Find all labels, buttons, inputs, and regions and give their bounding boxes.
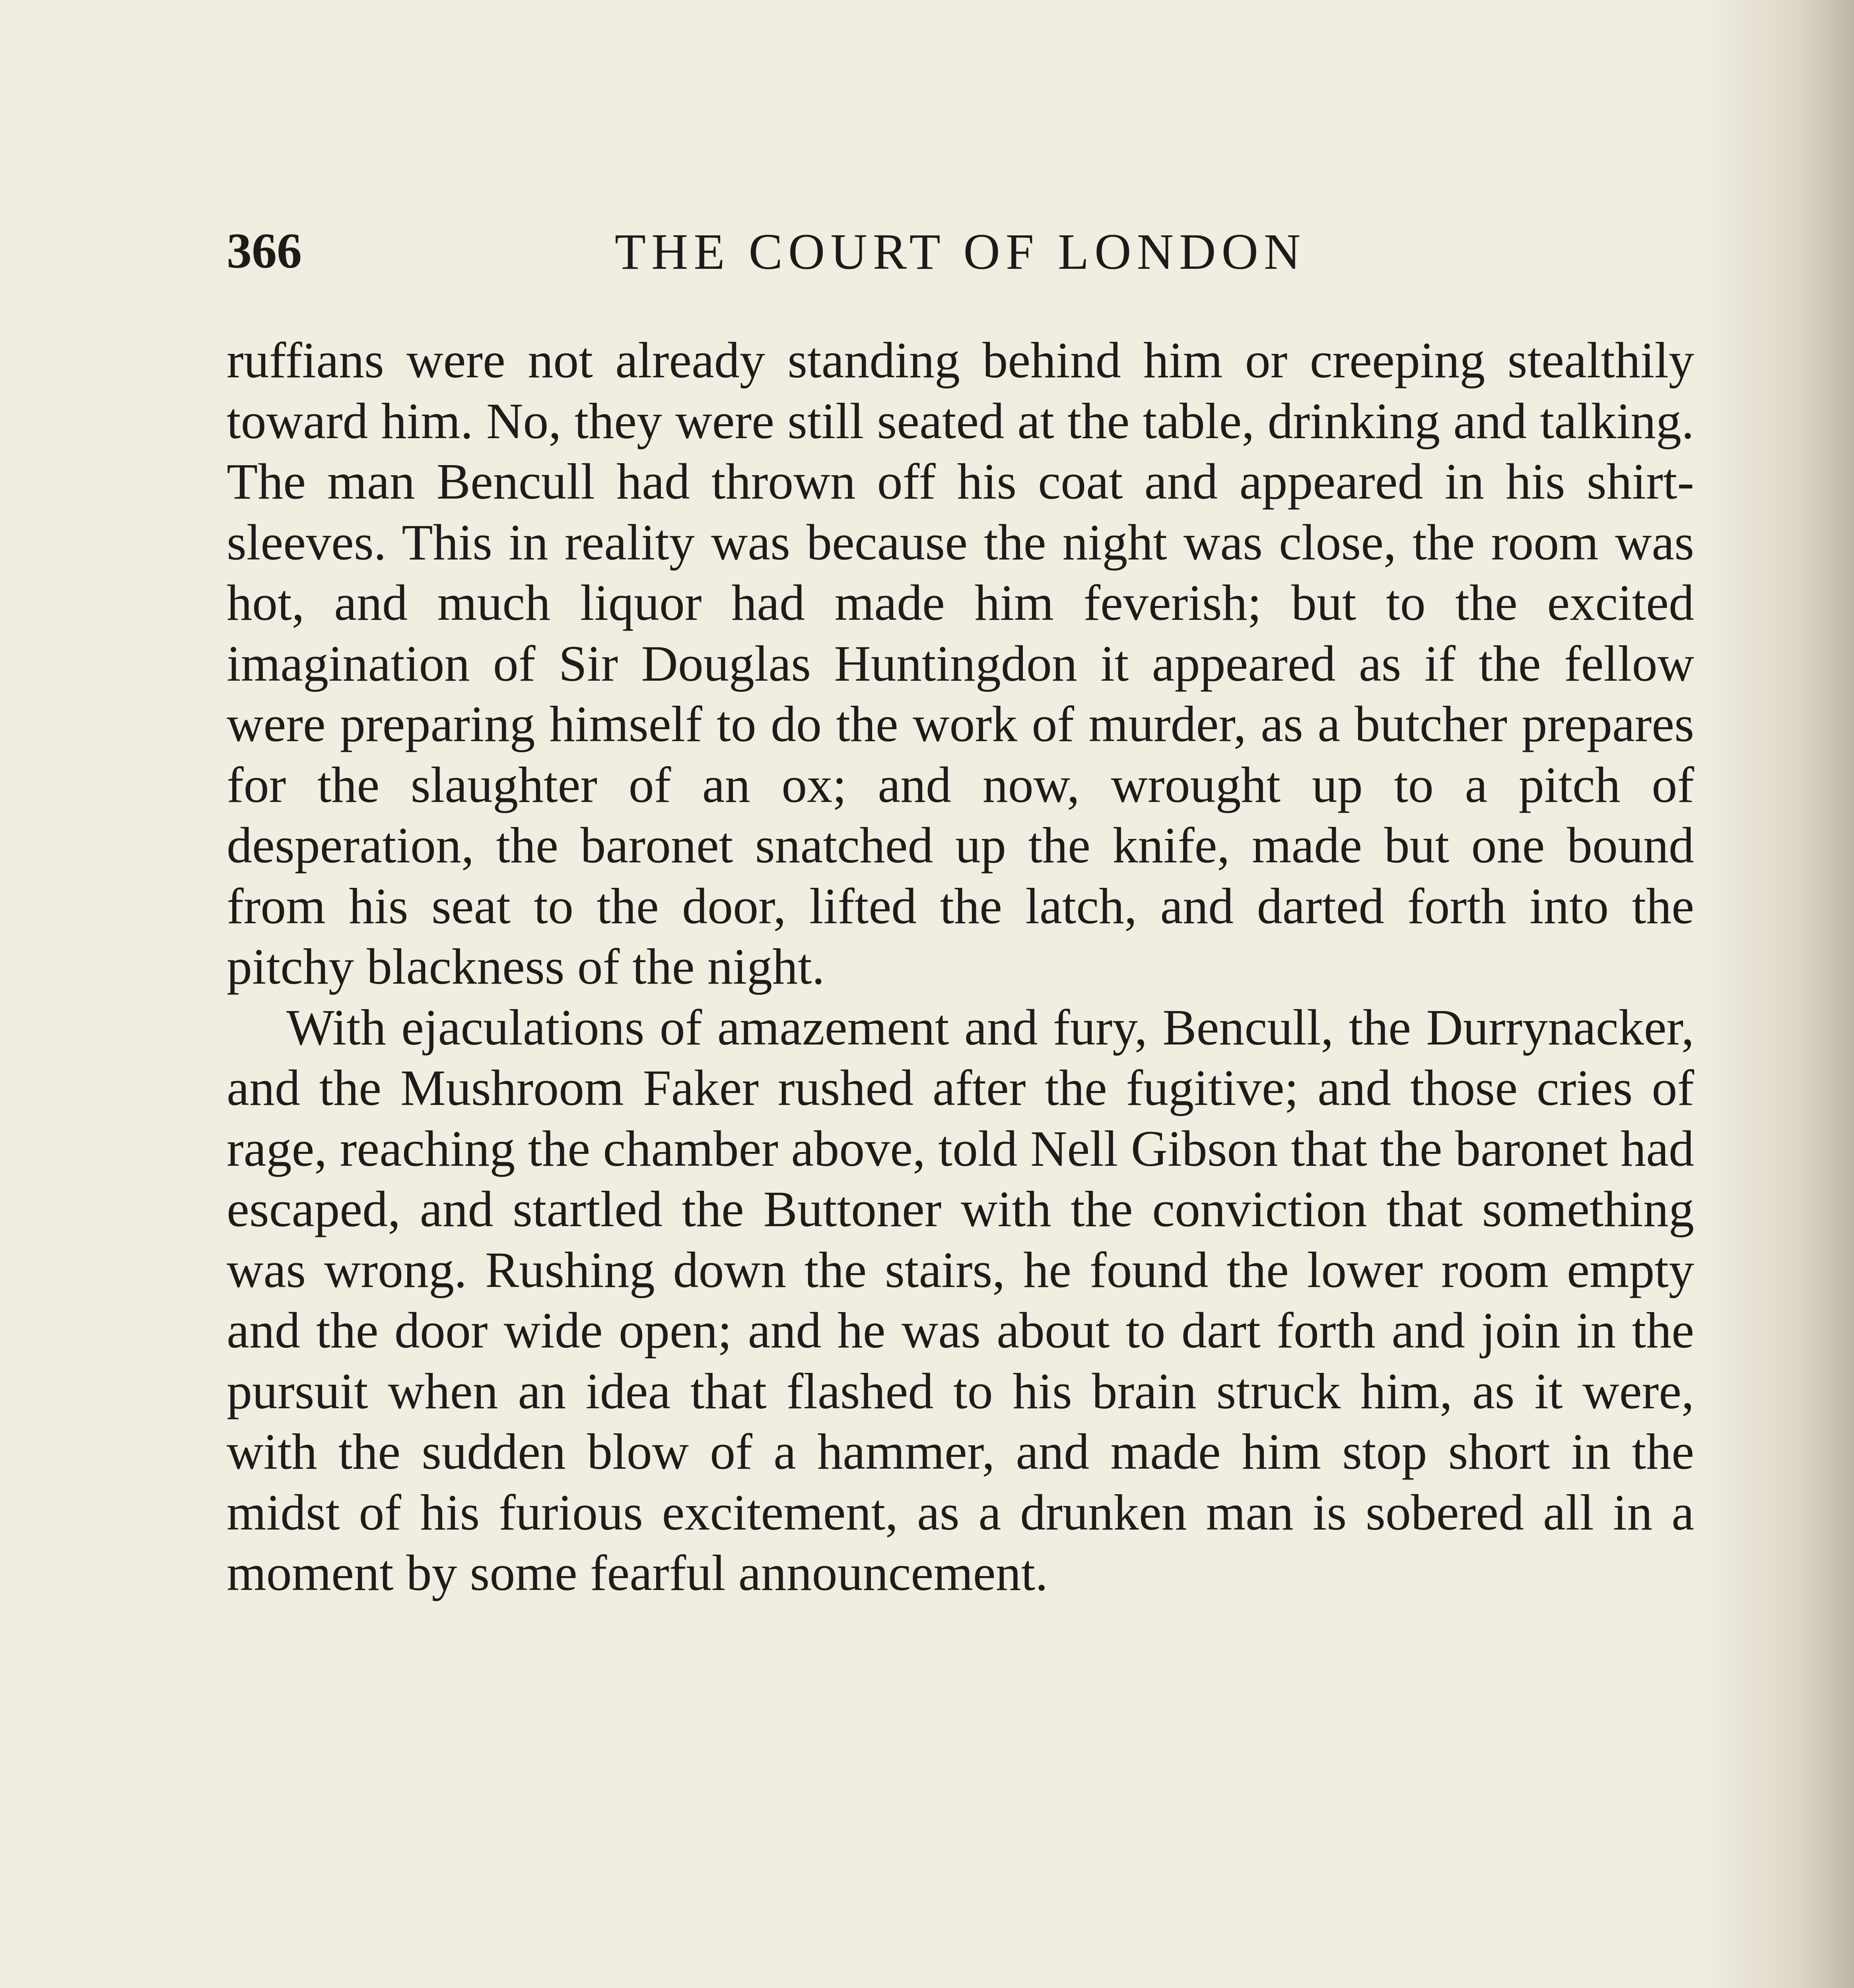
- running-head: [227, 207, 1694, 294]
- page-number: 366: [227, 223, 302, 279]
- running-title: THE COURT OF LONDON: [614, 223, 1306, 280]
- paragraph-1: ruffians were not already standing behind him or creeping stealthily toward him. No, they were still seated at the table, drinking and talking. The man Bencull had thrown off his coat and appeared in his shirt-sleeves. This in reality was because the night was close, the room was hot, and much liquor had made him feverish; but to the excited imagination of Sir Douglas Huntingdon it appeared as if the fellow were preparing himself to do the work of murder, as a butcher prepares for the slaughter of an ox; and now, wrought up to a pitch of desperation, the baronet snatched up the knife, made but one bound from his seat to the door, lifted the latch, and darted forth into the pitchy blackness of the night.: [227, 332, 1694, 995]
- paragraph-2: With ejaculations of amazement and fury, Bencull, the Durrynacker, and the Mushroom Faker rushed after the fugitive; and those cries of rage, reaching the chamber above, told Nell Gibson that the baronet had escaped, and startled the Buttoner with the conviction that something was wrong. Rushing down the stairs, he found the lower room empty and the door wide open; and he was about to dart forth and join in the pursuit when an idea that flashed to his brain struck him, as it were, with the sudden blow of a hammer, and made him stop short in the midst of his furious excitement, as a drunken man is sobered all in a moment by some fearful announcement.: [227, 999, 1694, 1601]
- body-text: [227, 330, 1694, 1604]
